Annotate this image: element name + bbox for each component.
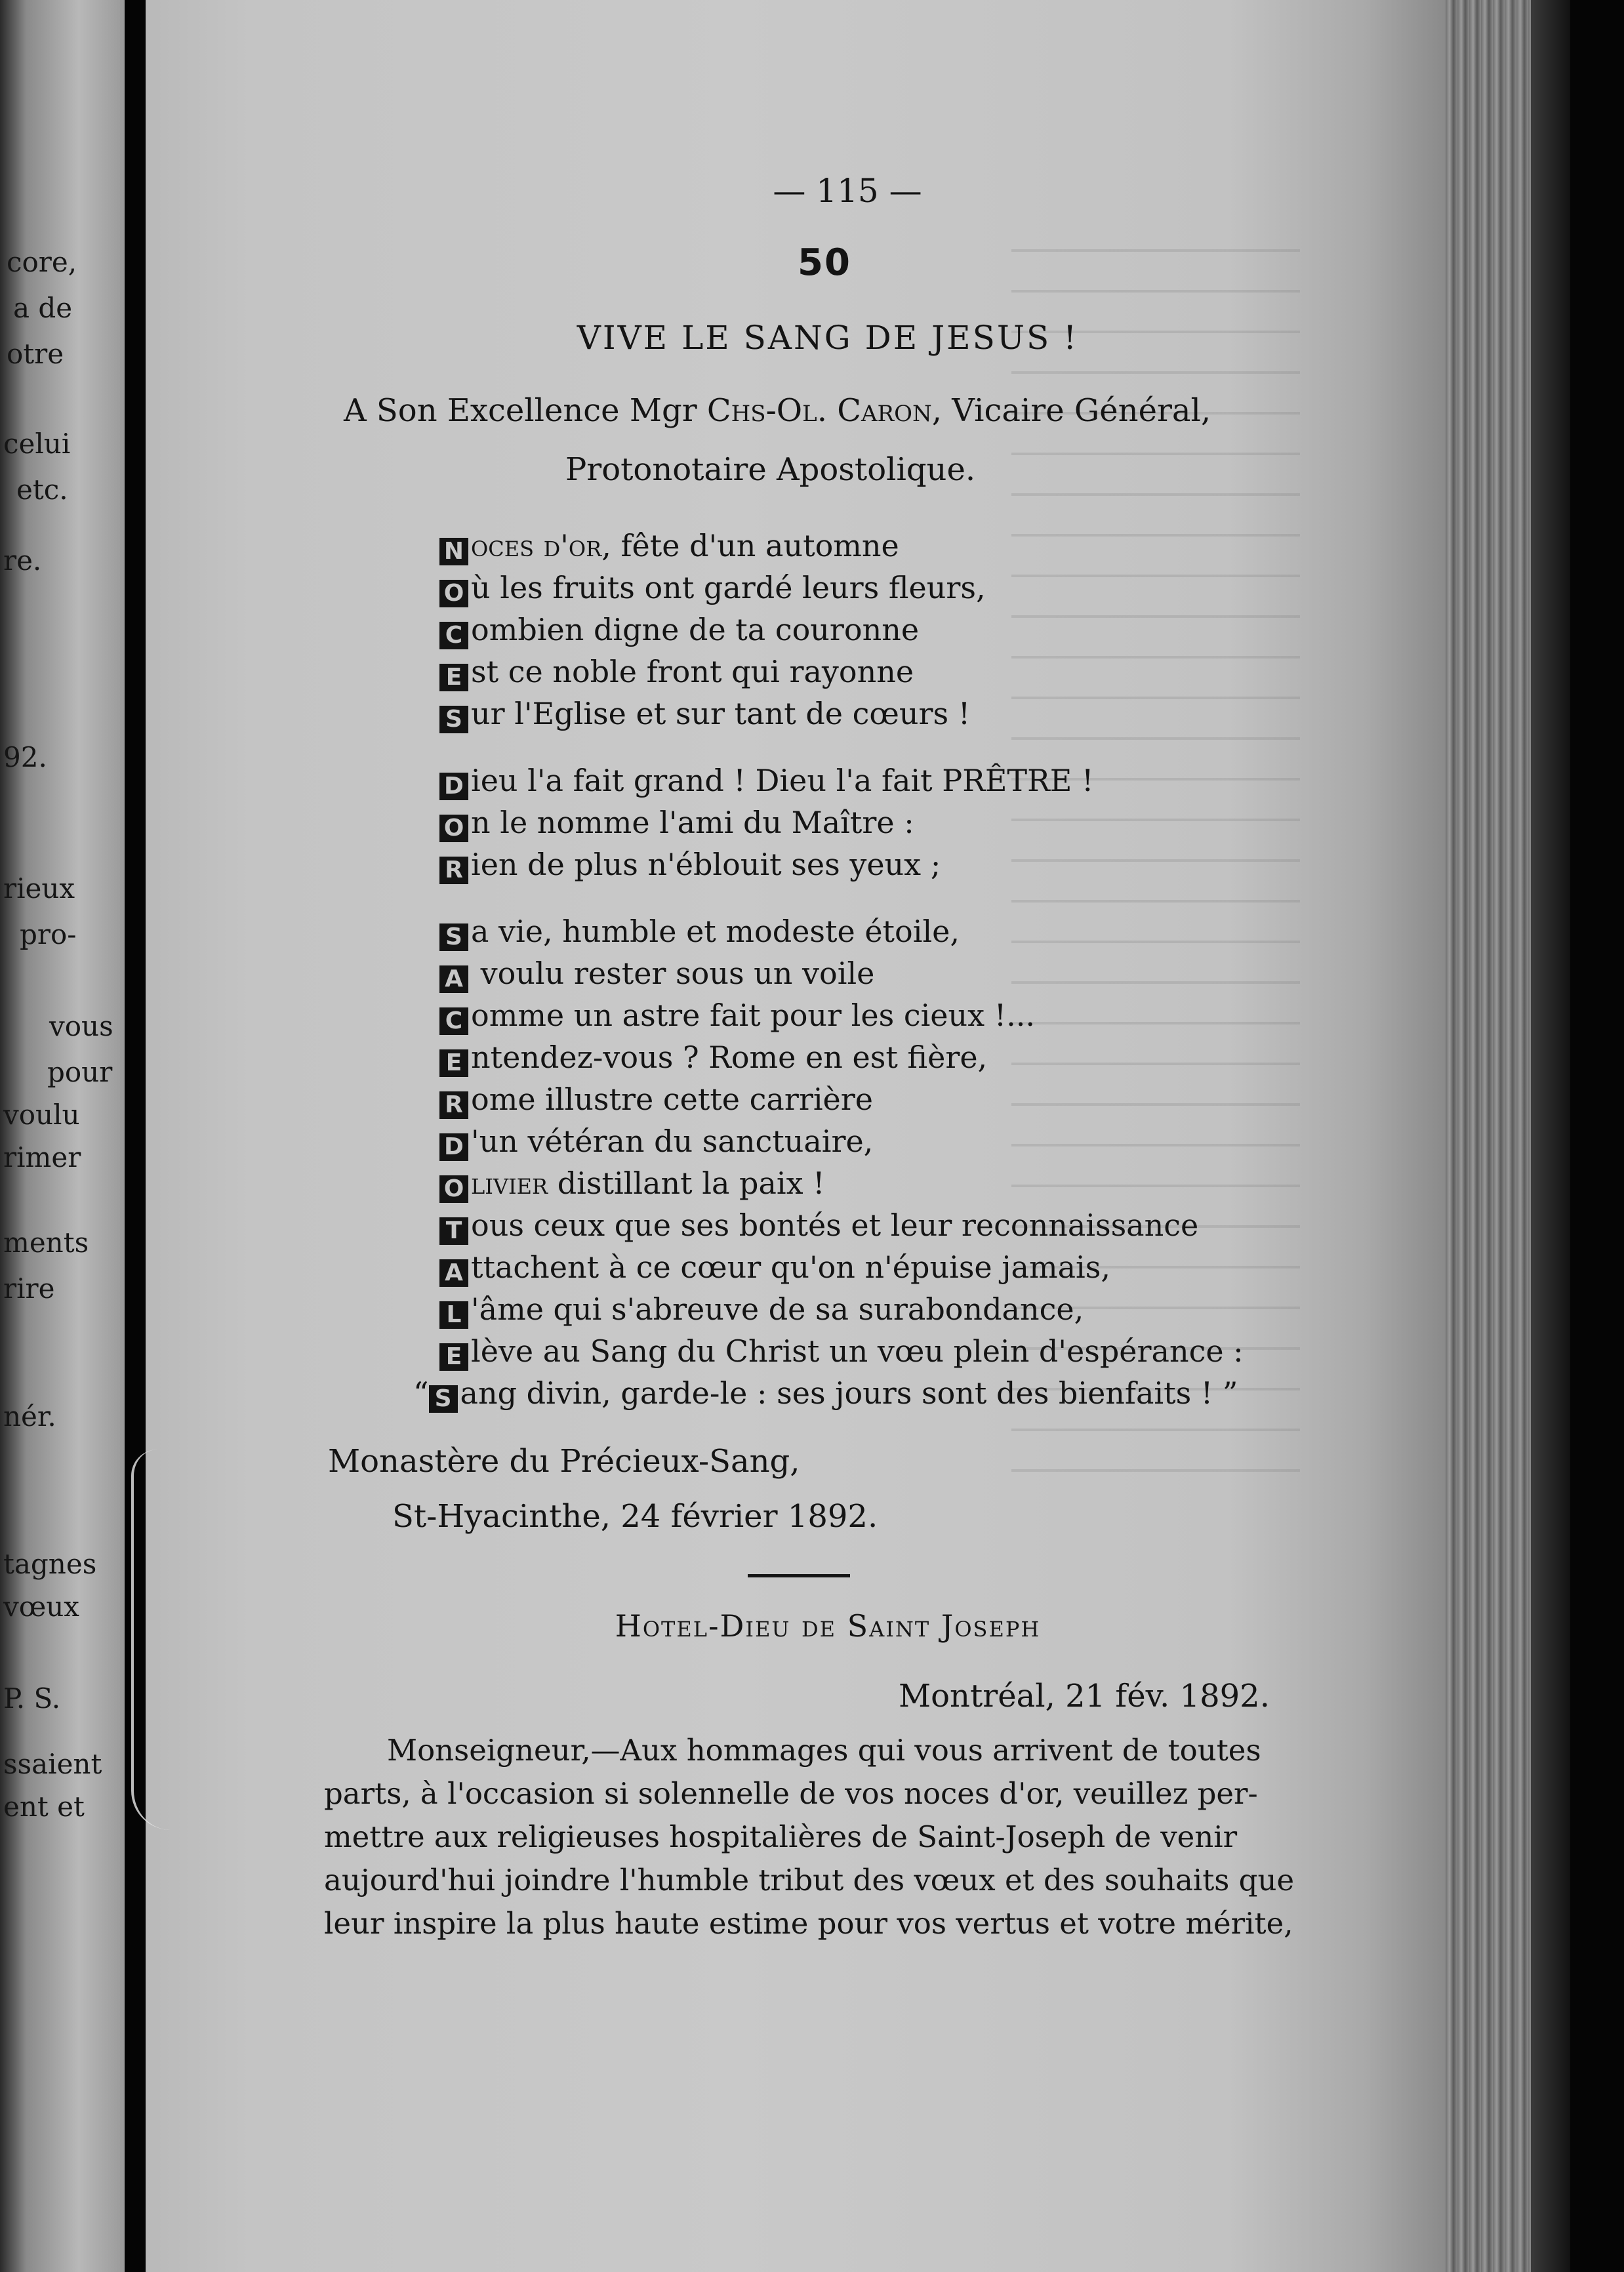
poem-line <box>439 1036 1244 1078</box>
poem-line-text: ien de plus n'éblouit ses yeux ; <box>471 847 941 882</box>
book-spine-shadow <box>1531 0 1570 2272</box>
book-page <box>146 0 1446 2272</box>
acrostic-initial: E <box>439 664 468 691</box>
poem-line <box>439 1330 1244 1372</box>
letter-line: Monseigneur,—Aux hommages qui vous arrivent de toutes <box>387 1733 1261 1768</box>
letter-date: Montréal, 21 fév. 1892. <box>899 1678 1270 1714</box>
poem-line-text: 'un vétéran du sanctuaire, <box>471 1124 874 1159</box>
acrostic-initial: N <box>439 538 468 565</box>
dedication-prefix: A Son Excellence Mgr <box>344 392 707 429</box>
poem-line <box>439 1204 1244 1246</box>
prev-fragment: voulu <box>3 1099 80 1131</box>
acrostic-initial: E <box>439 1343 468 1371</box>
acrostic-initial: O <box>439 580 468 607</box>
prev-fragment: pour <box>47 1056 113 1088</box>
section-divider <box>748 1574 850 1577</box>
dedication-suffix: , Vicaire Général, <box>931 392 1211 429</box>
dedicatee-name: Chs-Ol. Caron <box>706 392 932 429</box>
acrostic-initial: R <box>439 857 468 884</box>
poem-line <box>439 1162 1244 1204</box>
acrostic-initial: C <box>439 1007 468 1035</box>
poem-line-text: a vie, humble et modeste étoile, <box>471 914 960 949</box>
letter-heading: Hotel-Dieu de Saint Joseph <box>615 1608 1041 1644</box>
poem-line <box>439 910 1244 952</box>
acrostic-initial: S <box>439 923 468 951</box>
previous-page-text <box>0 0 125 2272</box>
prev-fragment: vœux <box>3 1591 79 1623</box>
poem-line <box>439 651 1244 693</box>
poem-line-text: ombien digne de ta couronne <box>471 612 920 647</box>
poem-line-text: ttachent à ce cœur qu'on n'épuise jamais, <box>471 1249 1110 1285</box>
prev-fragment: nér. <box>3 1400 56 1432</box>
small-caps-lead: oces d'or <box>471 528 602 563</box>
poem-line <box>439 1078 1244 1120</box>
signature-place: Monastère du Précieux-Sang, <box>328 1443 800 1480</box>
signature-date: St-Hyacinthe, 24 février 1892. <box>392 1498 878 1535</box>
poem-line-text: ù les fruits ont gardé leurs fleurs, <box>471 570 986 605</box>
page-number: — 115 — <box>773 172 922 210</box>
poem-stanza <box>439 760 1244 885</box>
poem-line-text: distillant la paix ! <box>548 1166 825 1201</box>
poem-line <box>439 567 1244 609</box>
acrostic-initial: D <box>439 773 468 800</box>
prev-fragment: core, <box>7 246 77 278</box>
opening-quote: “ <box>413 1375 429 1411</box>
letter-line: parts, à l'occasion si solennelle de vos noces d'or, veuillez per- <box>324 1776 1258 1811</box>
prev-fragment: rimer <box>3 1141 81 1173</box>
poem-stanza <box>439 525 1244 735</box>
acrostic-initial: A <box>439 965 468 993</box>
small-caps-lead: livier <box>471 1166 548 1201</box>
letter-line: aujourd'hui joindre l'humble tribut des vœux et des souhaits que <box>324 1863 1295 1897</box>
poem-line-text: voulu rester sous un voile <box>471 956 875 991</box>
poem-line-text: n le nomme l'ami du Maître : <box>471 805 914 840</box>
letter-line: leur inspire la plus haute estime pour vos vertus et votre mérite, <box>324 1906 1293 1941</box>
poem-line-text: 'âme qui s'abreuve de sa surabondance, <box>471 1291 1084 1327</box>
poem-line <box>439 952 1244 994</box>
page-stack-edge <box>1446 0 1531 2272</box>
prev-fragment: 92. <box>3 741 47 773</box>
margin-pencil-mark <box>131 1450 206 1830</box>
poem-line-text: ome illustre cette carrière <box>471 1082 873 1117</box>
acrostic-initial: A <box>439 1259 468 1287</box>
prev-fragment: ssaient <box>3 1748 102 1780</box>
prev-fragment: a de <box>13 292 73 324</box>
prev-fragment: etc. <box>16 474 68 506</box>
prev-fragment: otre <box>7 338 64 370</box>
poem-line-text: omme un astre fait pour les cieux !... <box>471 998 1036 1033</box>
poem-line-text: ntendez-vous ? Rome en est fière, <box>471 1040 988 1075</box>
poem-line-text: ur l'Eglise et sur tant de cœurs ! <box>471 696 971 731</box>
poem-line <box>439 801 1244 843</box>
poem-line-text: st ce noble front qui rayonne <box>471 654 914 689</box>
poem-line <box>439 994 1244 1036</box>
prev-fragment: celui <box>3 428 71 460</box>
prev-fragment: re. <box>3 544 42 577</box>
dedication-line-1 <box>344 392 1211 429</box>
prev-fragment: tagnes <box>3 1548 97 1580</box>
letter-body <box>324 1729 1295 1945</box>
acrostic-initial: E <box>439 1049 468 1077</box>
poem-title: VIVE LE SANG DE JESUS ! <box>577 319 1079 357</box>
poem-line <box>439 1246 1244 1288</box>
acrostic-initial: O <box>439 1175 468 1203</box>
prev-fragment: P. S. <box>3 1682 61 1714</box>
prev-fragment: rire <box>3 1272 55 1305</box>
poem-line <box>439 609 1244 651</box>
dedication-line-2: Protonotaire Apostolique. <box>565 451 976 488</box>
acrostic-initial: S <box>429 1385 458 1413</box>
poem-line-text: , fête d'un automne <box>601 528 899 563</box>
poem-line <box>439 693 1244 735</box>
prev-fragment: pro- <box>20 918 77 950</box>
poem-line <box>439 843 1244 885</box>
acrostic-initial: R <box>439 1091 468 1119</box>
prev-fragment: rieux <box>3 872 75 904</box>
prev-fragment: ent et <box>3 1791 85 1823</box>
acrostic-initial: O <box>439 815 468 842</box>
acrostic-initial: L <box>439 1301 468 1329</box>
acrostic-initial: S <box>439 706 468 733</box>
poem-line-text: ang divin, garde-le : ses jours sont des bienfaits ! ” <box>460 1375 1238 1411</box>
poem-line <box>439 1288 1244 1330</box>
item-number: 50 <box>798 241 851 284</box>
prev-fragment: vous <box>49 1010 113 1042</box>
poem-line <box>413 1372 1244 1414</box>
poem-line <box>439 760 1244 801</box>
acrostic-poem <box>413 525 1244 1439</box>
poem-line-text: ieu l'a fait grand ! Dieu l'a fait PRÊTRE ! <box>471 763 1094 798</box>
poem-stanza <box>413 910 1244 1414</box>
poem-line-text: ous ceux que ses bontés et leur reconnaissance <box>471 1207 1199 1243</box>
letter-line: mettre aux religieuses hospitalières de Saint-Joseph de venir <box>324 1819 1238 1854</box>
poem-line-text: lève au Sang du Christ un vœu plein d'espérance : <box>471 1333 1244 1369</box>
acrostic-initial: C <box>439 622 468 649</box>
prev-fragment: ments <box>3 1227 89 1259</box>
poem-line <box>439 1120 1244 1162</box>
acrostic-initial: D <box>439 1133 468 1161</box>
acrostic-initial: T <box>439 1217 468 1245</box>
poem-line <box>439 525 1244 567</box>
